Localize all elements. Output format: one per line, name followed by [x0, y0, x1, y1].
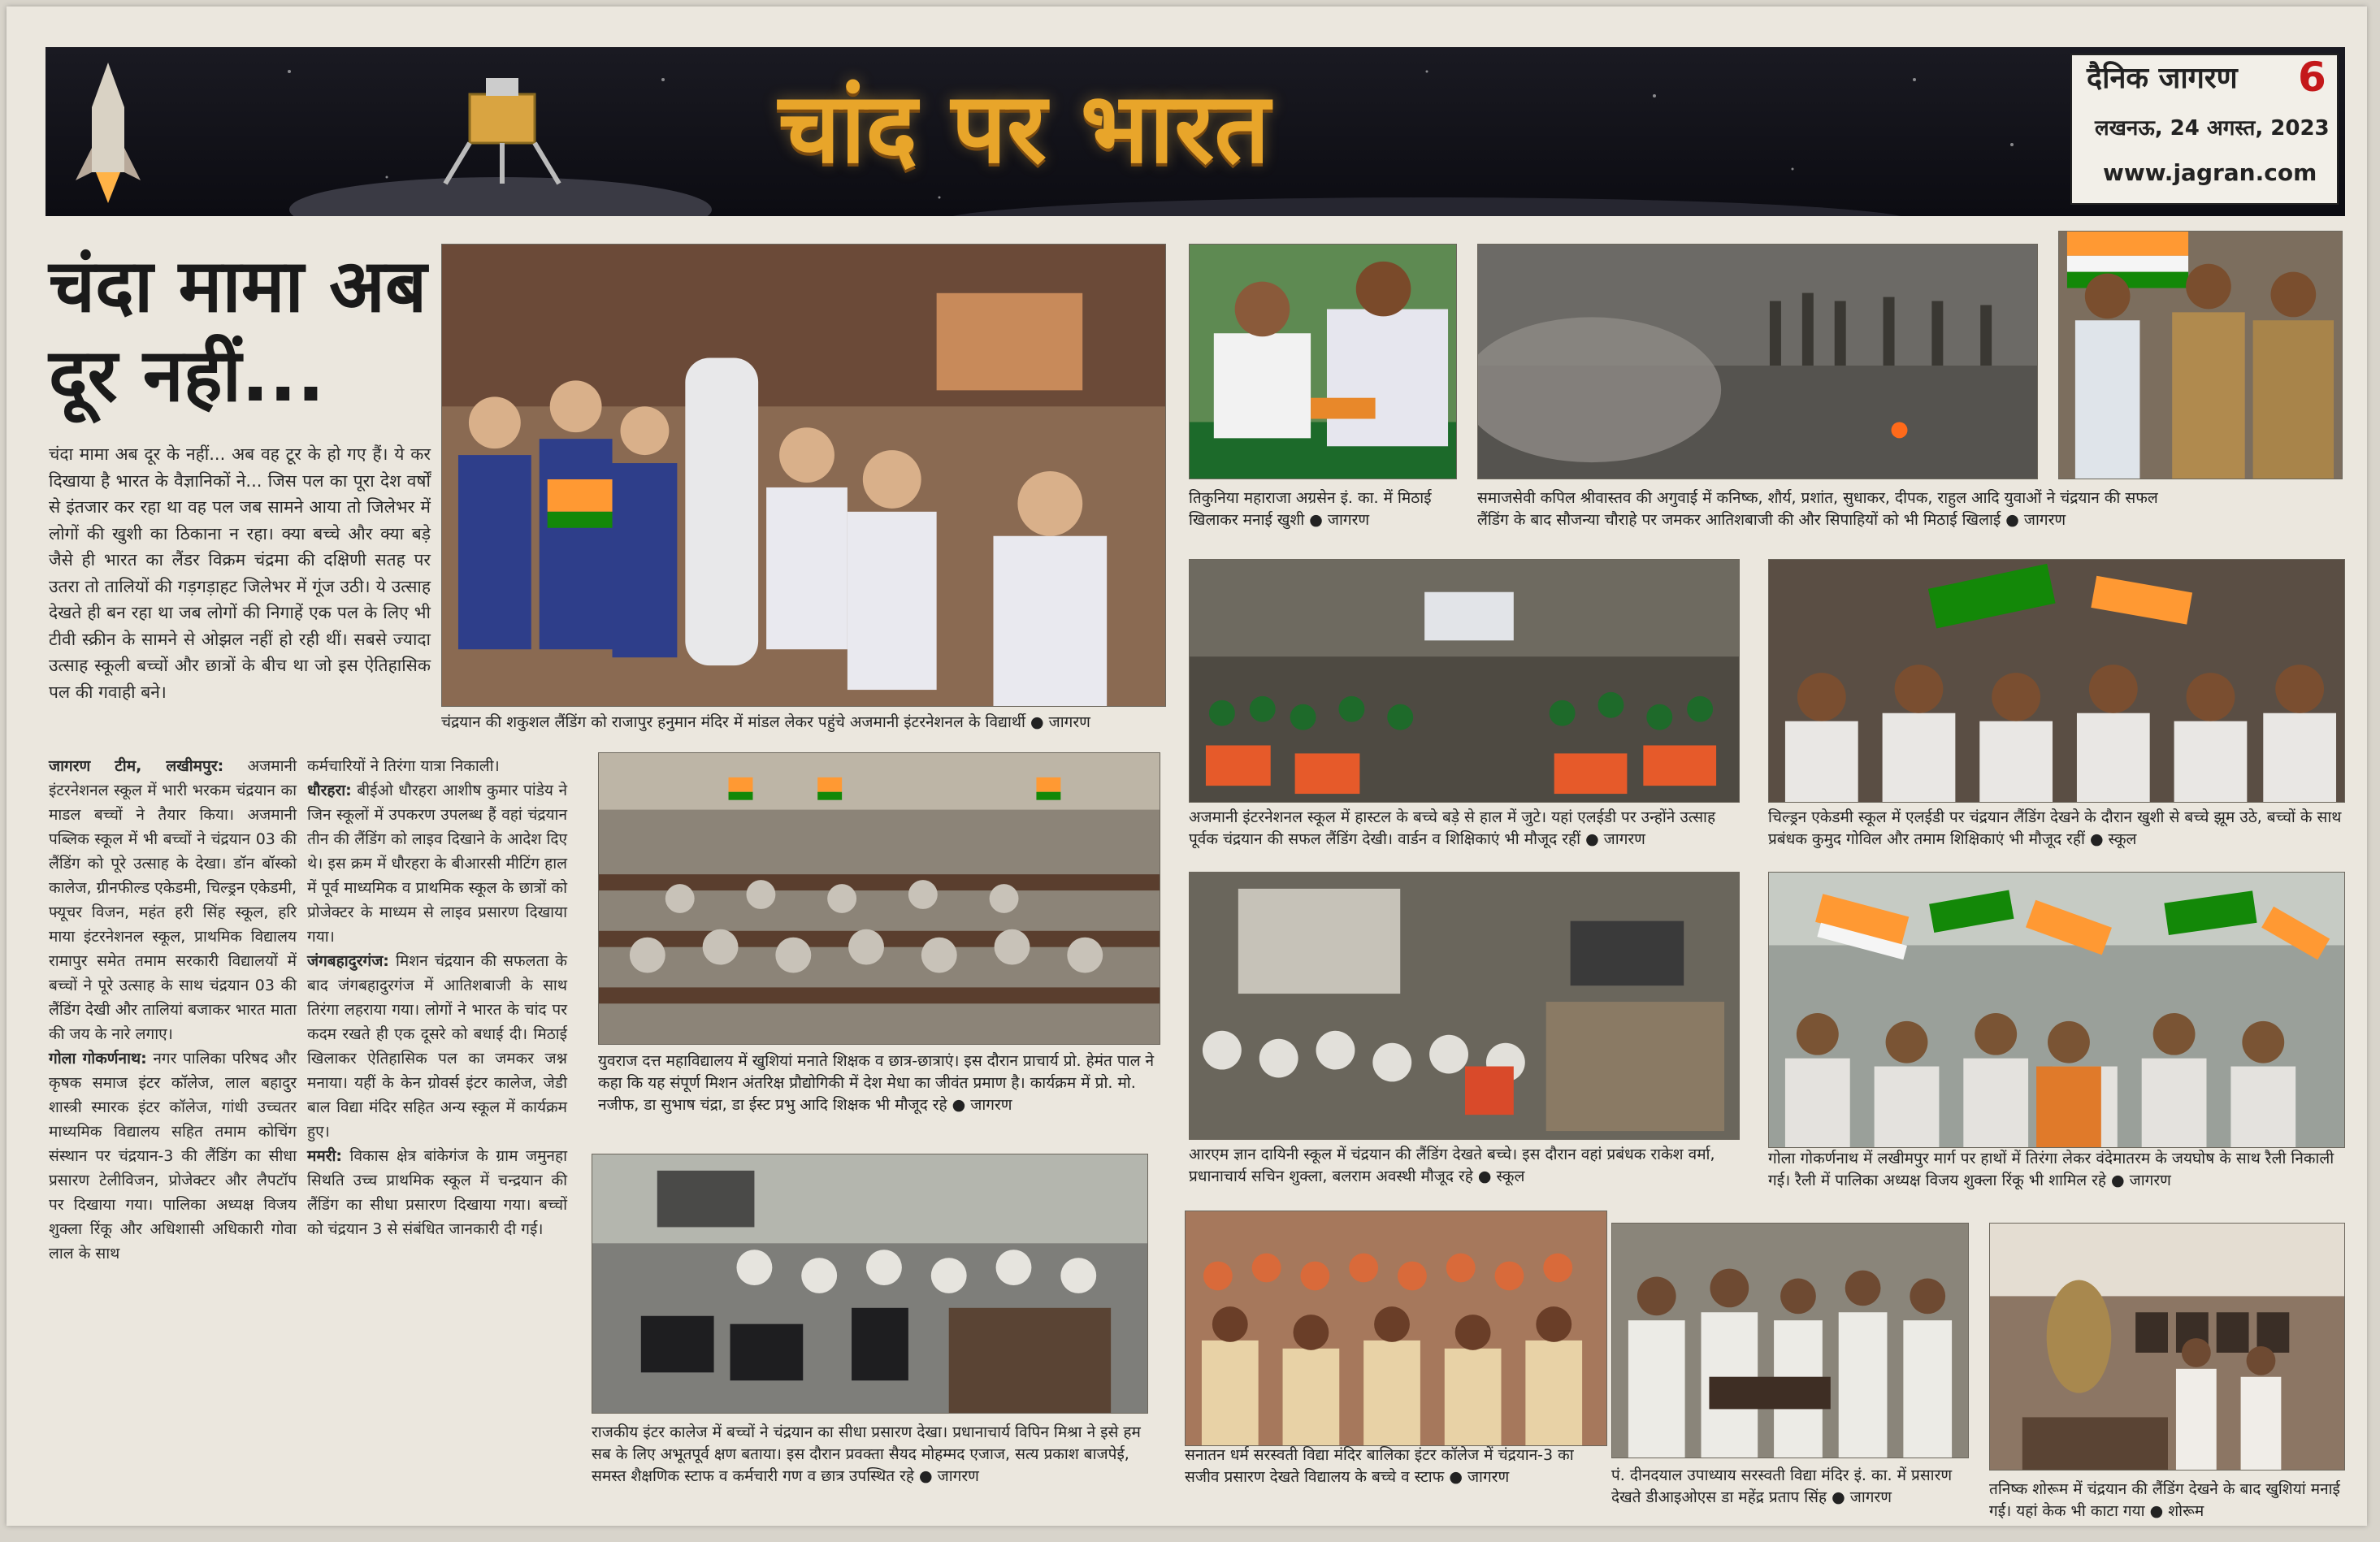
caption-tanishq: तनिष्क शोरूम में चंद्रयान की लैंडिंग देखने के बाद खुशियां मनाई गई। यहां केक भी काटा गया ● शोरूम — [1989, 1480, 2340, 1520]
newspaper-page — [7, 6, 2367, 1526]
paper-name: दैनिक जागरण — [2087, 62, 2238, 95]
photo-police-sweets — [2058, 231, 2343, 479]
photo-computer-lab — [592, 1154, 1148, 1414]
page-number: 6 — [2298, 54, 2326, 101]
column-2-text-top: कर्मचारियों ने तिरंगा यात्रा निकाली। — [307, 757, 500, 775]
caption-children-academy: चिल्ड्रन एकेडमी स्कूल में एलईडी पर चंद्रयान लैंडिंग देखने के दौरान खुशी से बच्चे झूम उठे, बच्चों के साथ प्रबंधक कुमुद गोविल और तमाम शिक्षिकाएं भी मौजूद रहीं ● स्कूल — [1768, 808, 2342, 848]
lander-icon — [429, 70, 575, 192]
column-2-text-3: विकास क्षेत्र बांकेगंज के ग्राम जमुनहा सिथति उच्च प्राथमिक स्कूल में चन्द्रयान की लैंडिंग का सीधा प्रसारण दिखाया गया। बच्चों को चंद्रयान 3 से संबंधित जानकारी दी गई। — [307, 1147, 567, 1238]
caption-students-model: चंद्रयान की शकुशल लैंडिंग को राजापुर हनुमान मंदिर में मांडल लेकर पहुंचे अजमानी इंटरनेशनल के विद्यार्थी ● जागरण — [441, 713, 1090, 731]
photo-students-model — [441, 244, 1166, 707]
caption-college-auditorium: युवराज दत्त महाविद्यालय में खुशियां मनाते शिक्षक व छात्र-छात्राएं। इस दौरान प्राचार्य प्रो. हेमंत पाल ने कहा कि यह संपूर्ण मिशन अंतरिक्ष प्रौद्योगिकी में देश मेधा का जीवंत प्रमाण है। कार्यक्रम में प्रो. मो. नजीफ, डा सुभाष चंद्रा, डा ईस्ट प्रभु आदि शिक्षक भी मौजूद रहे ● जागरण — [598, 1052, 1155, 1114]
column-1-text: अजमानी इंटरनेशनल स्कूल में भारी भरकम चंद्रयान का माडल बच्चों ने तैयार किया। अजमानी पब्लिक स्कूल में भी बच्चों ने चंद्रयान 03 की लैंडिंग को पूरे उत्साह के देखा। डॉन बॉस्को कालेज, ग्रीनफील्ड एकेडमी, चिल्ड्रन एकेडमी, फ्यूचर विजन, महंत हरी सिंह स्कूल, हरि माया इंटरनेशनल स्कूल, प्राथमिक विद्यालय रामापुर समेत तमाम सरकारी विद्यालयों में बच्चों ने पूरे उत्साह के साथ चंद्रयान 03 की लैंडिंग देखी और तालियां बजाकर भारत माता की जय के नारे लगाए। — [49, 757, 297, 1043]
photo-college-auditorium — [598, 752, 1160, 1045]
photo-tanishq — [1989, 1223, 2345, 1471]
photo-sanatan-dharma — [1185, 1211, 1607, 1446]
photo-tiranga-rally — [1768, 872, 2345, 1148]
body-column-2 — [307, 754, 567, 1477]
caption-hostel-hall: अजमानी इंटरनेशनल स्कूल में हास्टल के बच्चे बड़े से हाल में जुटे। यहां एलईडी पर उन्होंने उत्साह पूर्वक चंद्रयान की सफल लैंडिंग देखी। वार्डन व शिक्षिकाएं भी मौजूद रहीं ● जागरण — [1189, 808, 1716, 848]
column-2-text-2: मिशन चंद्रयान की सफलता के बाद जंगबहादुरगंज में आतिशबाजी के साथ तिरंगा लहराया गया। लोगों ने भारत के चांद पर कदम रखते ही एक दूसरे को बधाई दी। मिठाई खिलाकर ऐतिहासिक पल का जमकर जश्न मनाया। यहीं के केन ग्रोवर्स इंटर कालेज, जेडी बाल विद्या मंदिर सहित अन्य स्कूल में कार्यक्रम हुए। — [307, 952, 567, 1141]
banner-title: चांद पर भारत — [778, 72, 1270, 185]
rocket-icon — [63, 58, 153, 205]
mamri-subhead: ममरी: — [307, 1147, 343, 1165]
main-headline: चंदा मामा अब दूर नहीं... — [49, 244, 427, 418]
caption-deendayal: पं. दीनदयाल उपाध्याय सरस्वती विद्या मंदिर इं. का. में प्रसारण देखते डीआइओएस डा महेंद्र प्रताप सिंह ● जागरण — [1611, 1466, 1953, 1506]
photo-deendayal — [1611, 1223, 1969, 1458]
caption-fireworks: समाजसेवी कपिल श्रीवास्तव की अगुवाई में कनिष्क, शौर्य, प्रशांत, सुधाकर, दीपक, राहुल आदि युवाओं ने चंद्रयान की सफल लैंडिंग के बाद सौजन्या चौराहे पर जमकर आतिशबाजी की और सिपाहियों को भी मिठाई खिलाई ● जागरण — [1477, 489, 2158, 529]
caption-gyan-dayini: आरएम ज्ञान दायिनी स्कूल में चंद्रयान की लैंडिंग देखते बच्चे। इस दौरान वहां प्रबंधक राकेश वर्मा, प्रधानाचार्य सचिन शुक्ला, बलराम अवस्थी मौजूद रहे ● स्कूल — [1189, 1146, 1715, 1185]
website-link[interactable]: www.jagran.com — [2103, 159, 2317, 186]
caption-sanatan-dharma: सनातन धर्म सरस्वती विद्या मंदिर बालिका इंटर कॉलेज में चंद्रयान-3 का सजीव प्रसारण देखते विद्यालय के बच्चे व स्टाफ ● जागरण — [1185, 1446, 1574, 1486]
body-column-1 — [49, 754, 297, 1477]
intro-paragraph: चंदा मामा अब दूर के नहीं... अब वह टूर के हो गए हैं। ये कर दिखाया है भारत के वैज्ञानिकों ने... जिस पल का पूरा देश वर्षों से इंतजार कर रहा था वह पल जब सामने आया तो जिलेभर में लोगों की खुशी का ठिकाना न रहा। क्या बच्चे और क्या बड़े जैसे ही भारत का लैंडर विक्रम चंद्रमा की दक्षिणी सतह पर उतरा तो तालियों की गड़गड़ाहट जिलेभर में गूंज उठी। ये उत्साह देखते ही बन रहा था जब लोगों की निगाहें एक पल के लिए भी टीवी स्क्रीन के सामने से ओझल नहीं हो रही थीं। सबसे ज्यादा उत्साह स्कूली बच्चों और छात्रों के बीच था जो इस ऐतिहासिक पल की गवाही बने। — [49, 444, 431, 702]
photo-fireworks — [1477, 244, 2038, 479]
photo-hostel-hall — [1189, 559, 1740, 803]
caption-computer-lab: राजकीय इंटर कालेज में बच्चों ने चंद्रयान का सीधा प्रसारण देखा। प्रधानाचार्य विपिन मिश्रा ने इसे हम सब के लिए अभूतपूर्व क्षण बताया। इस दौरान प्रवक्ता सैयद मोहम्मद एजाज, सत्य प्रकाश बाजपेई, समस्त शैक्षणिक स्टाफ व कर्मचारी गण व छात्र उपस्थित रहे ● जागरण — [592, 1423, 1141, 1485]
column-1-dateline: जागरण टीम, लखीमपुर: — [49, 757, 224, 775]
caption-sweets: तिकुनिया महाराजा अग्रसेन इं. का. में मिठाई खिलाकर मनाई खुशी ● जागरण — [1189, 489, 1432, 529]
gola-subhead: गोला गोकर्णनाथ: — [49, 1050, 147, 1068]
jangbahadurganj-subhead: जंगबहादुरगंज: — [307, 952, 389, 970]
caption-tiranga-rally: गोला गोकर्णनाथ में लखीमपुर मार्ग पर हाथों में तिरंगा लेकर वंदेमातरम के जयघोष के साथ रैली निकाली गई। रैली में पालिका अध्यक्ष विजय शुक्ला रिंकू भी शामिल रहे ● जागरण — [1768, 1150, 2334, 1189]
dateline: लखनऊ, 24 अगस्त, 2023 — [2095, 116, 2330, 141]
photo-sweets — [1189, 244, 1457, 479]
dhaurahra-subhead: धौरहरा: — [307, 782, 352, 799]
photo-children-academy — [1768, 559, 2345, 803]
column-1-text-2: नगर पालिका परिषद और कृषक समाज इंटर कॉलेज, लाल बहादुर शास्त्री स्मारक इंटर कॉलेज, गांधी उच्चतर माध्यमिक विद्यालय सहित तमाम कोचिंग संस्थान पर चंद्रयान-3 की लैंडिंग का सीधा प्रसारण टेलीविजन, प्रोजेक्टर और लैपटॉप पर दिखाया गया। पालिका अध्यक्ष विजय शुक्ला रिंकू और अधिशासी अधिकारी गोवा लाल के साथ — [49, 1050, 297, 1263]
photo-gyan-dayini — [1189, 872, 1740, 1140]
column-2-text-1: बीईओ धौरहरा आशीष कुमार पांडेय ने जिन स्कूलों में उपकरण उपलब्ध हैं वहां चंद्रयान तीन की लैंडिंग को लाइव दिखाने के आदेश दिए थे। इस क्रम में धौरहरा के बीआरसी मीटिंग हाल में पूर्व माध्यमिक व प्राथमिक स्कूल के छात्रों को प्रोजेक्टर के माध्यम से लाइव प्रसारण दिखाया गया। — [307, 782, 567, 946]
